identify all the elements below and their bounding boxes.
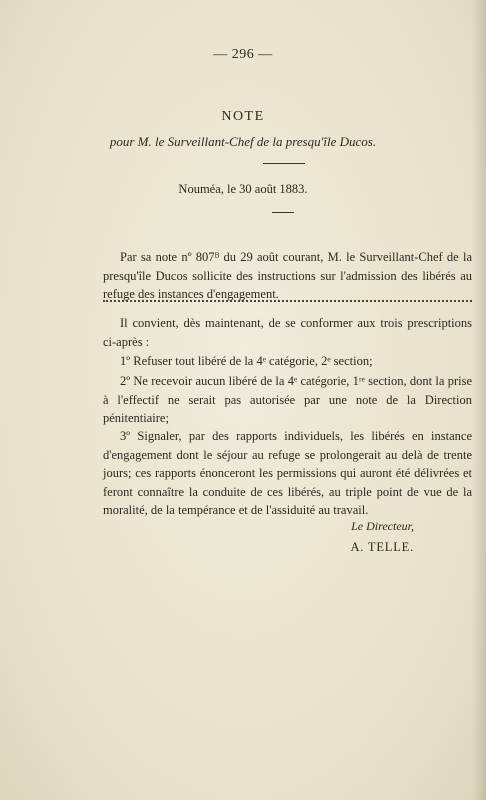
paragraph-text: Par sa note nº 807ᴮ du 29 août courant, M. le Surveillant-Chef de la presqu'île Ducos sollicite des instructions sur l'admission des libérés au refuge des instances d'engagement. <box>103 250 472 301</box>
paragraph-rule-2 <box>103 372 472 428</box>
signature-role: Le Directeur, <box>351 519 414 533</box>
page-number: — 296 — <box>213 47 273 62</box>
document-subtitle: pour M. le Surveillant-Chef de la presqu'île Ducos. <box>109 134 377 149</box>
paragraph-text: 2º Ne recevoir aucun libéré de la 4ᵉ catégorie, 1ʳᵉ section, dont la prise à l'effectif ne serait pas autorisée par une note de la Direction pénitentiaire; <box>103 374 472 425</box>
signature-name: A. TELLE. <box>350 540 414 554</box>
dateline: Nouméa, le 30 août 1883. <box>178 182 308 196</box>
dotted-separator <box>103 300 472 306</box>
paragraph-request <box>103 248 472 304</box>
document-title: NOTE <box>221 109 265 124</box>
paragraph-intro <box>103 314 472 351</box>
paragraph-text: Il convient, dès maintenant, de se conformer aux trois prescriptions ci-après : <box>103 316 472 349</box>
title-divider <box>263 163 305 164</box>
paragraph-rule-1 <box>103 352 472 371</box>
paragraph-text: 3º Signaler, par des rapports individuels, les libérés en instance d'engagement dont le séjour au refuge se prolongerait au delà de trente jours; ces rapports énonceront les permissions qui auront été délivrées et feront connaître la conduite de ces libérés, au triple point de vue de la moralité, de la tempérance et de l'assiduité au travail. <box>103 429 472 517</box>
paragraph-rule-3 <box>103 427 472 520</box>
paragraph-text: 1º Refuser tout libéré de la 4ᵉ catégorie, 2ᵉ section; <box>120 354 373 368</box>
date-divider <box>272 212 294 213</box>
